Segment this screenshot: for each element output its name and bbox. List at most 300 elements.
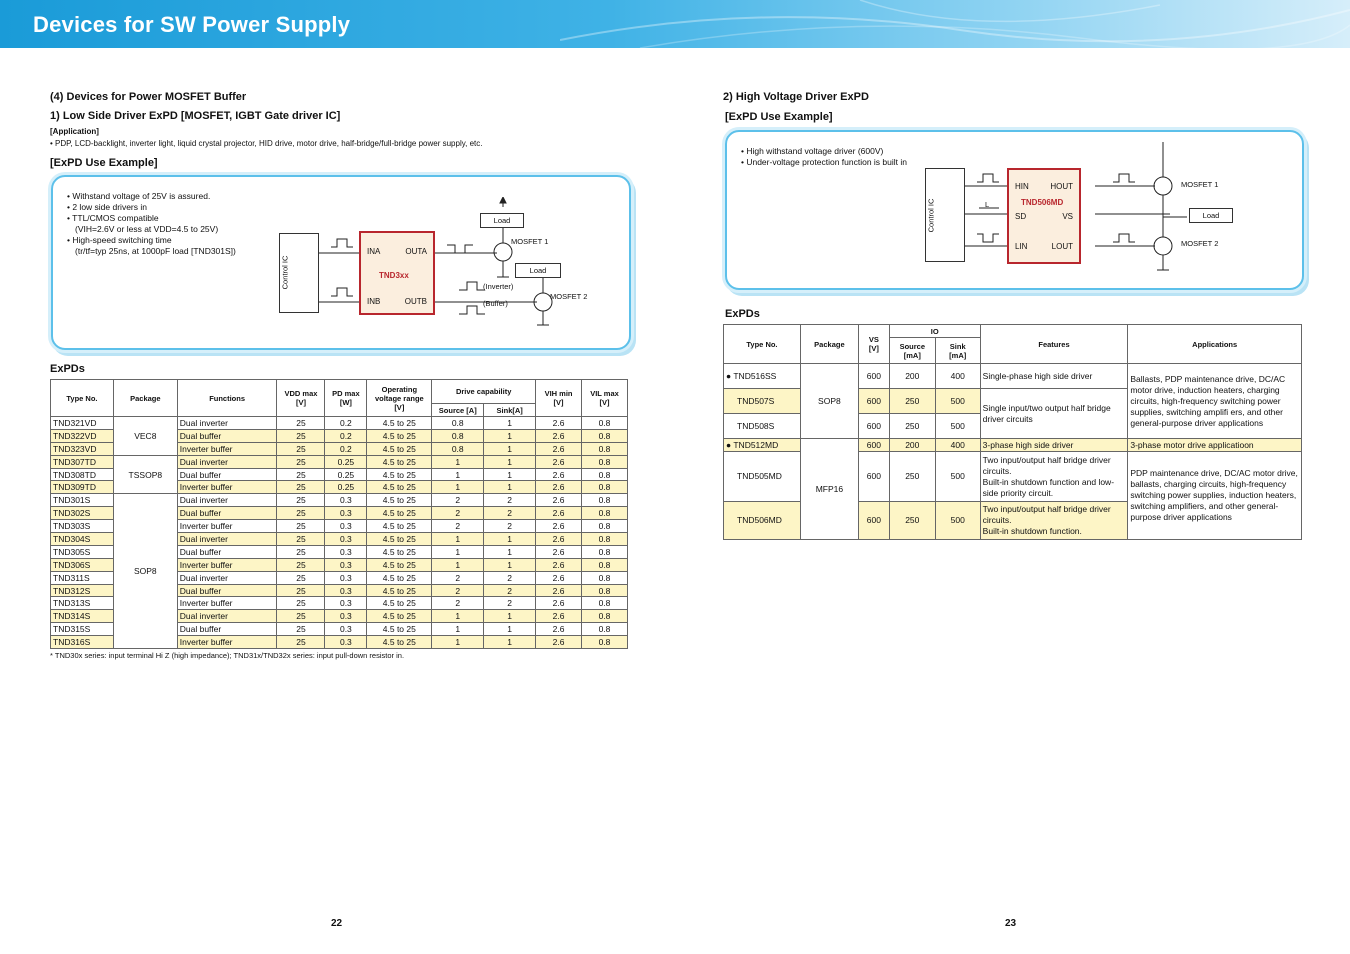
right-chip-name: TND506MD [1021, 198, 1064, 207]
value-cell: 25 [277, 468, 325, 481]
tnd506md-chip [1007, 168, 1081, 264]
col-vdd [277, 380, 325, 417]
control-ic-block [279, 233, 319, 313]
value-cell: 2.6 [536, 520, 582, 533]
pin-outa: OUTA [405, 247, 427, 256]
value-cell: 0.8 [582, 584, 628, 597]
value-cell: 4.5 to 25 [367, 455, 432, 468]
features-cell: Single input/two output half bridge driver circuits [980, 389, 1128, 439]
value-cell: 2 [432, 520, 484, 533]
col-pd [325, 380, 367, 417]
vs-cell: 600 [858, 439, 889, 452]
col-operating [367, 380, 432, 417]
value-cell: 2.6 [536, 558, 582, 571]
function-cell: Dual buffer [177, 468, 277, 481]
load-box-1: Load [480, 213, 524, 228]
pin-vs: VS [1062, 212, 1073, 221]
value-cell: 0.3 [325, 533, 367, 546]
value-cell: 0.3 [325, 584, 367, 597]
function-cell: Dual inverter [177, 494, 277, 507]
value-cell: 1 [484, 468, 536, 481]
type-cell: TND316S [51, 636, 114, 649]
sink-cell: 500 [935, 502, 980, 540]
mosfet1-label: MOSFET 1 [511, 237, 549, 246]
value-cell: 25 [277, 558, 325, 571]
source-cell: 200 [889, 364, 935, 389]
left-expds-table [50, 379, 628, 649]
value-cell: 1 [484, 623, 536, 636]
value-cell: 25 [277, 571, 325, 584]
right-use-example-title: [ExPD Use Example] [725, 111, 833, 123]
value-cell: 0.8 [582, 636, 628, 649]
pd-unit: [W] [339, 398, 352, 407]
applications-cell: 3-phase motor drive applicatioon [1128, 439, 1302, 452]
type-cell: TND322VD [51, 429, 114, 442]
value-cell: 1 [484, 481, 536, 494]
function-cell: Inverter buffer [177, 481, 277, 494]
value-cell: 25 [277, 507, 325, 520]
value-cell: 4.5 to 25 [367, 481, 432, 494]
pin-hin: HIN [1015, 182, 1029, 191]
page-number-left: 22 [331, 918, 343, 929]
value-cell: 0.2 [325, 429, 367, 442]
type-cell: TND323VD [51, 442, 114, 455]
value-cell: 2.6 [536, 584, 582, 597]
value-cell: 1 [432, 468, 484, 481]
value-cell: 2.6 [536, 597, 582, 610]
features-cell: 3-phase high side driver [980, 439, 1128, 452]
value-cell: 4.5 to 25 [367, 520, 432, 533]
type-cell: TND306S [51, 558, 114, 571]
left-section-title: (4) Devices for Power MOSFET Buffer [50, 91, 247, 103]
right-load-box: Load [1189, 208, 1233, 223]
chip-name: TND3xx [379, 271, 409, 280]
value-cell: 4.5 to 25 [367, 636, 432, 649]
value-cell: 1 [432, 623, 484, 636]
value-cell: 0.3 [325, 597, 367, 610]
value-cell: 0.3 [325, 494, 367, 507]
sink-cell: 500 [935, 389, 980, 414]
value-cell: 0.8 [432, 442, 484, 455]
type-cell: TND312S [51, 584, 114, 597]
value-cell: 0.8 [582, 417, 628, 430]
value-cell: 1 [432, 610, 484, 623]
value-cell: 0.8 [582, 481, 628, 494]
value-cell: 0.8 [432, 429, 484, 442]
type-cell: TND305S [51, 545, 114, 558]
value-cell: 2 [484, 571, 536, 584]
value-cell: 0.8 [582, 623, 628, 636]
sink-cell: 400 [935, 364, 980, 389]
application-text: • PDP, LCD-backlight, inverter light, liquid crystal projector, HID drive, motor drive, half-bridge/full-bridge power supply, etc. [50, 139, 483, 148]
value-cell: 25 [277, 584, 325, 597]
type-cell: TND302S [51, 507, 114, 520]
sink-cell: 400 [935, 439, 980, 452]
value-cell: 0.2 [325, 417, 367, 430]
value-cell: 4.5 to 25 [367, 623, 432, 636]
type-text: TND516SS [733, 370, 777, 381]
tnd3xx-chip [359, 231, 435, 315]
features-line: Two input/output half bridge driver circuits. [982, 504, 1111, 525]
r-col-package: Package [800, 325, 858, 364]
value-cell: 0.8 [582, 442, 628, 455]
value-cell: 4.5 to 25 [367, 597, 432, 610]
value-cell: 1 [432, 533, 484, 546]
vil-label: VIL max [590, 389, 619, 398]
right-section-title: 2) High Voltage Driver ExPD [723, 91, 869, 103]
value-cell: 4.5 to 25 [367, 584, 432, 597]
value-cell: 25 [277, 429, 325, 442]
sink-unit: [mA] [949, 350, 967, 360]
package-cell: SOP8 [113, 494, 177, 649]
value-cell: 2.6 [536, 545, 582, 558]
pin-ina: INA [367, 247, 381, 256]
value-cell: 2 [432, 494, 484, 507]
col-sink: Sink[A] [484, 404, 536, 417]
left-example-box [51, 175, 631, 350]
right-mosfet1-label: MOSFET 1 [1181, 180, 1219, 189]
type-cell: TND313S [51, 597, 114, 610]
features-cell [980, 452, 1128, 502]
table-row [51, 494, 628, 507]
table-row [724, 364, 1302, 389]
value-cell: 0.8 [582, 558, 628, 571]
source-unit: [mA] [903, 350, 921, 360]
value-cell: 0.8 [582, 455, 628, 468]
value-cell: 0.3 [325, 623, 367, 636]
vs-label: VS [868, 335, 879, 344]
col-functions: Functions [177, 380, 277, 417]
value-cell: 2.6 [536, 455, 582, 468]
function-cell: Inverter buffer [177, 442, 277, 455]
value-cell: 25 [277, 481, 325, 494]
sink-label: Sink [949, 341, 966, 351]
vdd-unit: [V] [295, 398, 306, 407]
value-cell: 0.2 [325, 442, 367, 455]
value-cell: 4.5 to 25 [367, 468, 432, 481]
value-cell: 1 [432, 481, 484, 494]
type-cell: TND321VD [51, 417, 114, 430]
mosfet2-label: MOSFET 2 [550, 292, 588, 301]
table-row [51, 417, 628, 430]
r-col-type: Type No. [724, 325, 801, 364]
source-label: Source [899, 341, 925, 351]
vs-cell: 600 [858, 502, 889, 540]
source-cell: 250 [889, 414, 935, 439]
value-cell: 4.5 to 25 [367, 417, 432, 430]
value-cell: 0.25 [325, 481, 367, 494]
value-cell: 0.8 [582, 545, 628, 558]
value-cell: 4.5 to 25 [367, 558, 432, 571]
value-cell: 1 [484, 417, 536, 430]
package-cell: VEC8 [113, 417, 177, 456]
value-cell: 2.6 [536, 494, 582, 507]
value-cell: 2 [432, 584, 484, 597]
type-text: TND512MD [733, 439, 779, 450]
vdd-label: VDD max [284, 389, 318, 398]
right-feature-list [741, 146, 907, 168]
value-cell: 25 [277, 442, 325, 455]
value-cell: 25 [277, 597, 325, 610]
type-cell: TND508S [724, 414, 801, 439]
features-line: Built-in shutdown function. [982, 526, 1082, 536]
function-cell: Dual buffer [177, 623, 277, 636]
value-cell: 2.6 [536, 417, 582, 430]
function-cell: Dual buffer [177, 584, 277, 597]
source-cell: 250 [889, 452, 935, 502]
value-cell: 4.5 to 25 [367, 507, 432, 520]
pin-sd: SD [1015, 212, 1027, 221]
value-cell: 0.3 [325, 610, 367, 623]
value-cell: 2.6 [536, 442, 582, 455]
type-cell [724, 439, 801, 452]
features-line: Two input/output half bridge driver circuits. [982, 454, 1111, 476]
type-cell: TND506MD [724, 502, 801, 540]
value-cell: 2 [484, 520, 536, 533]
value-cell: 1 [432, 545, 484, 558]
load-box-2: Load [515, 263, 561, 278]
value-cell: 2.6 [536, 429, 582, 442]
col-package: Package [113, 380, 177, 417]
value-cell: 0.3 [325, 558, 367, 571]
pin-lout: LOUT [1051, 242, 1073, 251]
value-cell: 1 [432, 455, 484, 468]
left-subsection-title: 1) Low Side Driver ExPD [MOSFET, IGBT Gate driver IC] [50, 110, 341, 122]
inverter-label: (Inverter) [483, 282, 514, 291]
value-cell: 0.8 [582, 468, 628, 481]
value-cell: 0.3 [325, 636, 367, 649]
value-cell: 1 [484, 533, 536, 546]
op-unit: [V] [394, 402, 405, 412]
value-cell: 25 [277, 610, 325, 623]
source-cell: 200 [889, 439, 935, 452]
feature-item: (tr/tf=typ 25ns, at 1000pF load [TND301S]) [75, 246, 236, 256]
col-drive: Drive capability [432, 380, 536, 404]
type-cell: TND308TD [51, 468, 114, 481]
type-cell: TND315S [51, 623, 114, 636]
function-cell: Inverter buffer [177, 597, 277, 610]
value-cell: 2 [432, 571, 484, 584]
application-label: [Application] [50, 127, 99, 136]
value-cell: 25 [277, 520, 325, 533]
vs-unit: [V] [868, 344, 879, 353]
value-cell: 1 [484, 455, 536, 468]
value-cell: 4.5 to 25 [367, 571, 432, 584]
feature-item: • Withstand voltage of 25V is assured. [67, 191, 211, 201]
package-cell: TSSOP8 [113, 455, 177, 494]
type-cell: TND314S [51, 610, 114, 623]
r-col-io: IO [889, 325, 980, 338]
bullet-icon: ● [726, 439, 732, 450]
value-cell: 0.8 [582, 429, 628, 442]
page-title: Devices for SW Power Supply [33, 12, 351, 37]
value-cell: 2 [432, 597, 484, 610]
value-cell: 1 [484, 610, 536, 623]
value-cell: 0.3 [325, 520, 367, 533]
feature-item: • TTL/CMOS compatible [67, 213, 159, 223]
feature-item: (VIH=2.6V or less at VDD=4.5 to 25V) [75, 224, 219, 234]
r-col-features: Features [980, 325, 1128, 364]
sink-cell: 500 [935, 414, 980, 439]
value-cell: 2.6 [536, 507, 582, 520]
features-line: Built-in shutdown function and low-side priority circuit. [982, 476, 1115, 498]
function-cell: Dual inverter [177, 610, 277, 623]
pin-lin: LIN [1015, 242, 1028, 251]
value-cell: 2.6 [536, 481, 582, 494]
features-cell: Single-phase high side driver [980, 364, 1128, 389]
function-cell: Dual inverter [177, 533, 277, 546]
bullet-icon: ● [726, 370, 732, 381]
value-cell: 1 [484, 429, 536, 442]
table-row [724, 439, 1302, 452]
features-cell [980, 502, 1128, 540]
value-cell: 4.5 to 25 [367, 494, 432, 507]
value-cell: 0.3 [325, 545, 367, 558]
pd-label: PD max [332, 389, 360, 398]
value-cell: 0.8 [582, 520, 628, 533]
vs-cell: 600 [858, 452, 889, 502]
right-mosfet2-label: MOSFET 2 [1181, 239, 1219, 248]
op-label: Operating [381, 384, 418, 394]
value-cell: 0.8 [432, 417, 484, 430]
type-cell [724, 364, 801, 389]
value-cell: 25 [277, 455, 325, 468]
value-cell: 25 [277, 533, 325, 546]
vs-cell: 600 [858, 414, 889, 439]
banner-swirl-decoration [560, 0, 1350, 48]
value-cell: 25 [277, 494, 325, 507]
value-cell: 0.25 [325, 455, 367, 468]
header-banner [0, 0, 1350, 48]
function-cell: Inverter buffer [177, 520, 277, 533]
feature-item: • Under-voltage protection function is built in [741, 157, 907, 167]
vs-cell: 600 [858, 364, 889, 389]
value-cell: 25 [277, 623, 325, 636]
type-cell: TND307TD [51, 455, 114, 468]
value-cell: 4.5 to 25 [367, 545, 432, 558]
col-vil [582, 380, 628, 417]
value-cell: 0.8 [582, 571, 628, 584]
r-col-vs [858, 325, 889, 364]
sink-cell: 500 [935, 452, 980, 502]
value-cell: 2.6 [536, 533, 582, 546]
value-cell: 1 [432, 558, 484, 571]
pin-hout: HOUT [1050, 182, 1073, 191]
value-cell: 2 [484, 494, 536, 507]
value-cell: 25 [277, 636, 325, 649]
value-cell: 1 [484, 636, 536, 649]
type-cell: TND304S [51, 533, 114, 546]
vih-unit: [V] [553, 398, 564, 407]
pin-inb: INB [367, 297, 381, 306]
value-cell: 25 [277, 417, 325, 430]
function-cell: Dual buffer [177, 507, 277, 520]
value-cell: 1 [484, 545, 536, 558]
pin-outb: OUTB [404, 297, 427, 306]
value-cell: 2.6 [536, 571, 582, 584]
vih-label: VIH min [544, 389, 573, 398]
value-cell: 2 [484, 507, 536, 520]
type-cell: TND311S [51, 571, 114, 584]
value-cell: 4.5 to 25 [367, 442, 432, 455]
col-vih [536, 380, 582, 417]
value-cell: 2 [484, 597, 536, 610]
applications-cell: PDP maintenance drive, DC/AC motor drive, ballasts, charging circuits, high-frequency switching power supplies, induction heaters, switching amplifiers, and other general-purpose driver applications [1128, 452, 1302, 540]
function-cell: Inverter buffer [177, 636, 277, 649]
function-cell: Dual inverter [177, 571, 277, 584]
value-cell: 2 [432, 507, 484, 520]
source-cell: 250 [889, 389, 935, 414]
type-cell: TND505MD [724, 452, 801, 502]
function-cell: Dual buffer [177, 429, 277, 442]
right-control-ic-label: Control IC [926, 198, 936, 233]
left-feature-list [67, 191, 236, 257]
r-col-applications: Applications [1128, 325, 1302, 364]
left-expds-title: ExPDs [50, 363, 85, 375]
right-control-ic-block [925, 168, 965, 262]
value-cell: 2.6 [536, 610, 582, 623]
col-source: Source [A] [432, 404, 484, 417]
feature-item: • High-speed switching time [67, 235, 172, 245]
value-cell: 25 [277, 545, 325, 558]
right-expds-title: ExPDs [725, 308, 760, 320]
value-cell: 4.5 to 25 [367, 610, 432, 623]
buffer-label: (Buffer) [483, 299, 508, 308]
value-cell: 0.8 [582, 597, 628, 610]
value-cell: 2.6 [536, 636, 582, 649]
feature-item: • 2 low side drivers in [67, 202, 147, 212]
value-cell: 1 [432, 636, 484, 649]
value-cell: 0.25 [325, 468, 367, 481]
value-cell: 4.5 to 25 [367, 533, 432, 546]
source-cell: 250 [889, 502, 935, 540]
function-cell: Inverter buffer [177, 558, 277, 571]
value-cell: 2.6 [536, 468, 582, 481]
type-cell: TND309TD [51, 481, 114, 494]
type-cell: TND303S [51, 520, 114, 533]
vs-cell: 600 [858, 389, 889, 414]
function-cell: Dual inverter [177, 455, 277, 468]
col-type: Type No. [51, 380, 114, 417]
left-use-example-title: [ExPD Use Example] [50, 157, 158, 169]
value-cell: 0.3 [325, 571, 367, 584]
control-ic-label: Control IC [280, 255, 290, 290]
package-cell: MFP16 [800, 439, 858, 540]
value-cell: 0.8 [582, 507, 628, 520]
right-example-box [725, 130, 1304, 290]
left-footnote: * TND30x series: input terminal Hi Z (high impedance); TND31x/TND32x series: input pull-down resistor in. [50, 651, 405, 660]
function-cell: Dual inverter [177, 417, 277, 430]
left-table-body [51, 417, 628, 649]
feature-item: • High withstand voltage driver (600V) [741, 146, 884, 156]
type-cell: TND301S [51, 494, 114, 507]
function-cell: Dual buffer [177, 545, 277, 558]
type-cell: TND507S [724, 389, 801, 414]
r-col-source [889, 338, 935, 364]
package-cell: SOP8 [800, 364, 858, 439]
value-cell: 0.8 [582, 494, 628, 507]
value-cell: 0.8 [582, 533, 628, 546]
right-expds-table [723, 324, 1302, 540]
l-signal-label: L [985, 200, 990, 209]
vil-unit: [V] [599, 398, 610, 407]
op-label2: voltage range [374, 393, 424, 403]
applications-cell: Ballasts, PDP maintenance drive, DC/AC motor drive, induction heaters, charging circuits, high-frequency switching power supplies, switching amplifi ers, and other general-purpose driver applications [1128, 364, 1302, 439]
page-number-right: 23 [1005, 918, 1017, 929]
table-row [51, 455, 628, 468]
value-cell: 1 [484, 442, 536, 455]
value-cell: 0.8 [582, 610, 628, 623]
